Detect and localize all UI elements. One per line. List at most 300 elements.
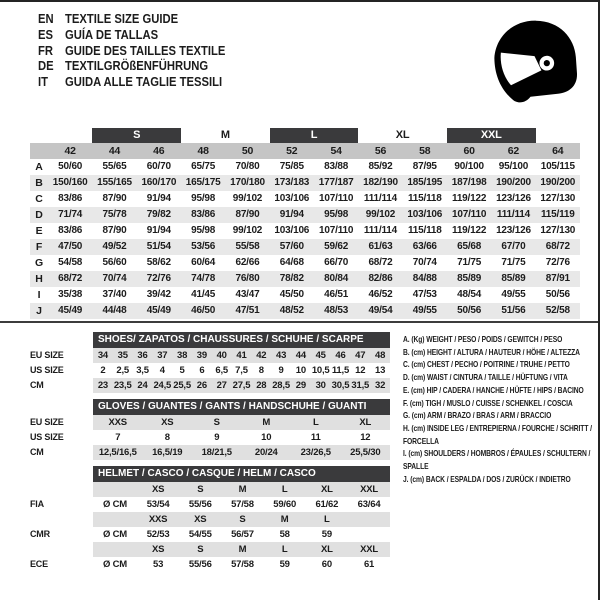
measure-value: 70/74	[412, 257, 437, 268]
shoe-cm-size: 26	[192, 378, 212, 393]
measure-value: 170/180	[230, 177, 265, 188]
helmet-size-table	[30, 466, 390, 572]
measure-value: 49/55	[412, 305, 437, 316]
shoe-eu-size: 39	[192, 348, 212, 363]
spacer	[30, 128, 92, 143]
measure-value: 99/102	[232, 193, 263, 204]
measure-value: 85/89	[501, 273, 526, 284]
measure-value: 107/110	[319, 193, 354, 204]
row-label: D	[35, 209, 43, 221]
helmet-fia-value: 57/58	[231, 499, 254, 510]
racing-helmet-icon	[486, 14, 584, 112]
helmet-fia-value: 61/62	[315, 499, 339, 510]
eu-size: 52	[286, 145, 298, 157]
row-label: H	[35, 273, 43, 285]
measure-value: 115/118	[407, 193, 442, 204]
row-label: A	[35, 161, 43, 173]
measure-value: 65/68	[457, 241, 482, 252]
shoe-us-size: 6	[199, 365, 205, 376]
glove-us-size: 9	[214, 432, 220, 443]
glove-cm-size: 23/26,5	[291, 445, 341, 460]
gloves-cm-row	[30, 445, 390, 460]
language-code: ES	[38, 27, 54, 42]
measure-value: 57/60	[279, 241, 304, 252]
measure-value: 87/95	[412, 161, 437, 172]
shoe-us-size: 2	[100, 365, 106, 376]
measure-value: 84/88	[412, 273, 437, 284]
measure-row-j	[30, 303, 580, 319]
helmet-ece-value: 60	[321, 559, 332, 570]
measure-row-h	[30, 271, 580, 287]
shoe-us-size: 4	[159, 365, 165, 376]
shoes-us-row	[30, 363, 390, 378]
language-row	[38, 59, 225, 75]
glove-cm-size: 12,5/16,5	[93, 445, 143, 460]
measure-value: 55/58	[235, 241, 260, 252]
measure-value: 177/187	[318, 177, 354, 188]
guide-title: GUIDA ALLE TAGLIE TESSILI	[65, 75, 223, 90]
measure-value: 165/175	[185, 177, 221, 188]
shoe-us-size: 5	[179, 365, 185, 376]
helmet-fia-value: 63/64	[357, 499, 381, 510]
shoe-eu-size: 42	[251, 348, 271, 363]
measure-value: 72/76	[146, 273, 171, 284]
measure-value: 127/130	[540, 193, 576, 204]
helmet-ece-value: 59	[279, 559, 290, 570]
row-label: F	[35, 241, 43, 253]
language-title-list	[38, 12, 225, 91]
legend-item: A. (Kg) WEIGHT / PESO / POIDS / GEWITCH / PESO	[403, 335, 563, 344]
measure-value: 91/94	[146, 225, 171, 236]
helmet-size-label: XS	[179, 512, 221, 527]
eu-size: 54	[330, 145, 342, 157]
row-label: US SIZE	[30, 432, 64, 442]
helmet-cmr-value: 58	[279, 529, 290, 540]
measure-value: 68/72	[545, 241, 570, 252]
helmet-size-label	[93, 482, 137, 497]
shoe-eu-size: 40	[212, 348, 232, 363]
glove-us-size: 11	[310, 432, 321, 443]
helmet-ece-row	[30, 557, 390, 572]
shoe-us-size: 9	[278, 365, 284, 376]
measure-row-c	[30, 191, 580, 207]
helmet-size-label: XL	[306, 542, 348, 557]
gloves-size-table	[30, 399, 390, 460]
shoe-us-size: 8	[258, 365, 264, 376]
measure-value: 123/126	[496, 193, 531, 204]
measure-value: 45/49	[146, 305, 171, 316]
legend-item: C. (cm) CHEST / PECHO / POITRINE / TRUHE / PETTO	[403, 360, 570, 370]
row-label: E	[35, 225, 43, 237]
shoes-header-row	[30, 332, 390, 348]
measure-value: 46/50	[191, 305, 216, 316]
shoe-cm-size: 24,5	[153, 380, 172, 391]
gloves-us-row	[30, 430, 390, 445]
gloves-eu-row	[30, 415, 390, 430]
eu-size: 42	[64, 145, 76, 157]
helmet-size-label: XXL	[348, 542, 390, 557]
measure-value: 119/122	[452, 193, 487, 204]
row-label: G	[35, 257, 43, 269]
measure-value: 48/52	[279, 305, 304, 316]
glove-cm-size: 25,5/30	[341, 445, 391, 460]
legend-item: I. (cm) SHOULDERS / HOMBROS / ÉPAULES / SCHULTERN / SPALLE	[403, 449, 591, 472]
measure-value: 71/75	[457, 257, 482, 268]
measure-value: 58/62	[146, 257, 171, 268]
shoe-cm-size: 23,5	[113, 380, 132, 391]
measure-value: 155/165	[97, 177, 132, 188]
helmet-size-label: M	[221, 482, 263, 497]
shoes-size-table	[30, 332, 390, 393]
shoe-us-size: 11,5	[331, 365, 350, 376]
textile-size-table	[30, 128, 580, 319]
glove-cm-size: 20/24	[242, 445, 292, 460]
measure-value: 190/200	[540, 177, 576, 188]
helmet-ece-value: 57/58	[231, 559, 254, 570]
helmet-size-label	[93, 512, 137, 527]
measure-row-d	[30, 207, 580, 223]
shoe-cm-size: 30,5	[331, 380, 350, 391]
helmet-size-label	[348, 512, 390, 527]
row-label: J	[36, 305, 42, 317]
helmet-fia-value: 53/54	[146, 499, 170, 510]
legend-item: J. (cm) BACK / ESPALDA / DOS / ZURÜCK / INDIETRO	[403, 474, 571, 484]
measure-value: 75/85	[279, 161, 304, 172]
glove-us-size: 12	[360, 432, 371, 443]
spacer	[30, 143, 48, 159]
measure-value: 85/89	[457, 273, 482, 284]
glove-us-size: 10	[261, 432, 272, 443]
measure-value: 71/74	[58, 209, 83, 220]
eu-size-header-row	[30, 143, 580, 159]
measure-value: 68/72	[368, 257, 393, 268]
size-group-xxl: XXL	[447, 128, 536, 143]
helmet-size-label: L	[264, 482, 306, 497]
shoe-eu-size: 35	[113, 348, 133, 363]
measure-row-i	[30, 287, 580, 303]
helmet-fia-value: 55/56	[188, 499, 212, 510]
measure-value: 51/56	[501, 305, 526, 316]
measure-row-f	[30, 239, 580, 255]
shoe-cm-size: 24	[133, 378, 153, 393]
language-row	[38, 44, 225, 60]
measure-value: 83/86	[191, 209, 216, 220]
shoe-eu-size: 36	[133, 348, 153, 363]
shoes-eu-row	[30, 348, 390, 363]
row-label: US SIZE	[30, 365, 64, 375]
glove-eu-size: XS	[143, 415, 193, 430]
gloves-header-row	[30, 399, 390, 415]
measure-value: 63/66	[412, 241, 437, 252]
measure-value: 49/55	[501, 289, 526, 300]
shoe-cm-size: 31,5	[351, 380, 370, 391]
helmet-ece-value: Ø CM	[102, 559, 127, 570]
measure-value: 123/126	[496, 225, 531, 236]
shoe-us-size: 10	[295, 365, 306, 376]
helmet-size-label: L	[306, 512, 348, 527]
measure-value: 47/53	[412, 289, 437, 300]
size-group-l: L	[270, 128, 359, 143]
measure-value: 107/110	[319, 225, 354, 236]
shoe-eu-size: 34	[93, 348, 113, 363]
measure-value: 48/54	[457, 289, 482, 300]
helmet-size-label: XL	[306, 482, 348, 497]
row-label: FIA	[30, 499, 44, 509]
helmet-size-label: XS	[137, 542, 179, 557]
glove-eu-size: XXS	[93, 415, 143, 430]
measure-value: 50/56	[457, 305, 482, 316]
helmet-size-label: S	[179, 482, 221, 497]
eu-size: 44	[108, 145, 121, 157]
helmet-size-label	[93, 542, 137, 557]
helmet-ece-value: 61	[363, 559, 375, 570]
measure-value: 95/98	[324, 209, 349, 220]
guide-title: GUÍA DE TALLAS	[65, 27, 159, 42]
measure-value: 103/106	[407, 209, 443, 220]
measure-value: 173/183	[274, 177, 310, 188]
shoe-eu-size: 38	[172, 348, 192, 363]
language-code: DE	[38, 59, 54, 74]
language-row	[38, 75, 225, 91]
measure-value: 67/70	[501, 241, 526, 252]
helmet-cmr-row	[30, 527, 390, 542]
shoe-us-size: 13	[375, 365, 386, 376]
shoe-cm-size: 32	[370, 378, 390, 393]
helmet-size-label: S	[179, 542, 221, 557]
row-label: EU SIZE	[30, 350, 64, 360]
measure-value: 95/98	[191, 193, 216, 204]
measure-value: 46/52	[368, 289, 393, 300]
measure-value: 82/86	[368, 273, 393, 284]
measure-value: 79/82	[146, 209, 171, 220]
measure-value: 87/91	[545, 273, 570, 284]
spacer	[536, 128, 580, 143]
measure-value: 47/51	[235, 305, 260, 316]
size-group-m: M	[220, 129, 230, 141]
shoe-cm-size: 30	[311, 378, 331, 393]
eu-size: 56	[374, 145, 387, 157]
measure-value: 66/70	[324, 257, 349, 268]
measure-value: 44/48	[102, 305, 127, 316]
measure-value: 45/50	[279, 289, 304, 300]
measure-value: 76/80	[235, 273, 260, 284]
measure-value: 111/114	[496, 209, 530, 220]
measure-value: 107/110	[452, 209, 487, 220]
section-divider	[0, 321, 600, 323]
measure-value: 39/42	[146, 289, 171, 300]
measure-value: 99/102	[365, 209, 396, 220]
shoe-cm-size: 29	[291, 378, 311, 393]
helmet-header-row	[30, 466, 390, 482]
measure-value: 65/75	[191, 161, 216, 172]
measure-value: 70/80	[235, 161, 260, 172]
eu-size: 62	[507, 145, 520, 157]
spacer	[30, 482, 93, 497]
spacer	[30, 399, 93, 415]
gloves-table-title: GLOVES / GUANTES / GANTS / HANDSCHUHE / GUANTI	[93, 399, 390, 415]
row-label: CM	[30, 380, 44, 390]
measure-value: 48/53	[324, 305, 349, 316]
measure-value: 91/94	[279, 209, 304, 220]
shoe-cm-size: 23	[93, 378, 113, 393]
eu-size: 48	[197, 145, 209, 157]
measure-value: 53/56	[191, 241, 216, 252]
shoe-us-size: 3,5	[136, 365, 149, 376]
guide-title: TEXTILE SIZE GUIDE	[65, 12, 179, 26]
measure-value: 71/75	[501, 257, 526, 268]
measure-value: 99/102	[232, 225, 263, 236]
shoe-cm-size: 27,5	[232, 380, 251, 391]
measure-row-a	[30, 159, 580, 175]
measure-value: 64/68	[279, 257, 304, 268]
shoe-eu-size: 41	[232, 348, 252, 363]
legend-item: H. (cm) INSIDE LEG / ENTREPIERNA / FOURCHE / SCHRITT / FORCELLA	[403, 423, 592, 446]
shoe-eu-size: 44	[291, 348, 311, 363]
helmet-sizes-ece-row	[30, 542, 390, 557]
row-label: B	[35, 177, 43, 189]
measure-value: 85/92	[368, 161, 393, 172]
measure-value: 160/170	[141, 177, 177, 188]
glove-eu-size: XL	[341, 415, 391, 430]
measure-value: 187/198	[451, 177, 487, 188]
shoe-eu-size: 46	[331, 348, 351, 363]
measure-value: 95/100	[498, 161, 529, 172]
helmet-cmr-value: 56/57	[231, 529, 254, 540]
measure-value: 54/58	[58, 257, 83, 268]
glove-eu-size: M	[242, 415, 292, 430]
shoes-cm-row	[30, 378, 390, 393]
measure-value: 35/38	[58, 289, 83, 300]
helmet-size-label: XXL	[348, 482, 390, 497]
row-label: CM	[30, 447, 44, 457]
legend-item: B. (cm) HEIGHT / ALTURA / HAUTEUR / HÖHE / ALTEZZA	[403, 347, 580, 357]
spacer	[30, 466, 93, 482]
shoe-eu-size: 47	[350, 348, 370, 363]
row-label: I	[37, 289, 41, 301]
measure-value: 119/122	[452, 225, 487, 236]
measure-value: 70/74	[102, 273, 127, 284]
eu-size: 46	[153, 145, 165, 157]
measure-value: 72/76	[545, 257, 570, 268]
glove-eu-size: S	[192, 415, 242, 430]
measure-value: 78/82	[279, 273, 304, 284]
measure-value: 60/70	[146, 161, 171, 172]
helmet-cmr-value: 59	[321, 529, 332, 540]
glove-us-size: 8	[164, 432, 170, 443]
measure-value: 51/54	[146, 241, 171, 252]
glove-cm-size: 18/21,5	[192, 445, 242, 460]
helmet-size-label: M	[221, 542, 263, 557]
glove-eu-size: L	[291, 415, 341, 430]
measure-value: 47/50	[58, 241, 83, 252]
measure-value: 62/66	[235, 257, 260, 268]
shoe-cm-size: 28,5	[272, 380, 290, 391]
shoe-us-size: 12	[355, 365, 366, 376]
helmet-sizes-cmr-row	[30, 512, 390, 527]
measure-value: 43/47	[235, 289, 260, 300]
helmet-size-label: XXS	[137, 512, 179, 527]
row-label: EU SIZE	[30, 417, 64, 427]
measure-value: 83/86	[58, 193, 83, 204]
shoe-us-size: 10,5	[311, 365, 330, 376]
legend-item: E. (cm) HIP / CADERA / HANCHE / HÜFTE / HIPS / BACINO	[403, 385, 584, 395]
measure-value: 59/62	[324, 241, 349, 252]
measure-value: 46/51	[324, 289, 349, 300]
helmet-cmr-value: Ø CM	[102, 529, 127, 540]
shoe-us-size: 2,5	[116, 365, 129, 376]
legend-item: F. (cm) TIGH / MUSLO / CUISSE / SCHENKEL / COSCIA	[403, 398, 573, 408]
eu-size: 58	[419, 145, 431, 157]
measure-value: 87/90	[102, 193, 127, 204]
measure-value: 105/115	[540, 161, 575, 172]
guide-title: GUIDE DES TAILLES TEXTILE	[65, 43, 226, 58]
measure-row-b	[30, 175, 580, 191]
measure-value: 45/49	[58, 305, 83, 316]
measure-value: 83/88	[324, 161, 349, 172]
shoe-cm-size: 27	[212, 378, 232, 393]
legend-item: G. (cm) ARM / BRAZO / BRAS / ARM / BRACCIO	[403, 411, 552, 421]
helmet-fia-row	[30, 497, 390, 512]
measure-value: 87/90	[102, 225, 127, 236]
size-group-row	[30, 128, 580, 143]
language-row	[38, 12, 225, 28]
measure-value: 68/72	[58, 273, 83, 284]
measure-value: 55/65	[102, 161, 127, 172]
helmet-fia-value: Ø CM	[102, 499, 127, 510]
measure-value: 91/94	[146, 193, 171, 204]
measure-value: 90/100	[454, 161, 484, 172]
measure-value: 37/40	[102, 289, 127, 300]
measure-value: 60/64	[191, 257, 216, 268]
helmet-cmr-value: 52/53	[146, 529, 170, 540]
language-row	[38, 28, 225, 44]
shoe-eu-size: 43	[271, 348, 291, 363]
helmet-size-label: M	[264, 512, 306, 527]
eu-size: 60	[463, 145, 475, 157]
measure-row-g	[30, 255, 580, 271]
measure-value: 49/54	[368, 305, 393, 316]
spacer	[30, 512, 93, 527]
helmet-size-label: S	[221, 512, 263, 527]
measure-value: 127/130	[540, 225, 576, 236]
measure-value: 115/118	[407, 225, 442, 236]
size-group-xl: XL	[395, 129, 410, 141]
measure-value: 103/106	[274, 225, 310, 236]
measure-value: 75/78	[102, 209, 127, 220]
helmet-table-title: HELMET / CASCO / CASQUE / HELM / CASCO	[93, 466, 390, 482]
measure-value: 87/90	[235, 209, 260, 220]
measure-value: 190/200	[496, 177, 531, 188]
shoes-table-title: SHOES/ ZAPATOS / CHAUSSURES / SCHUHE / SCARPE	[93, 332, 390, 348]
row-label: CMR	[30, 529, 50, 539]
shoe-us-size: 7,5	[235, 365, 248, 376]
measure-value: 50/60	[58, 161, 83, 172]
measure-value: 150/160	[52, 177, 88, 188]
measure-value: 41/45	[191, 289, 216, 300]
measure-value: 74/78	[191, 273, 216, 284]
spacer	[30, 332, 93, 348]
eu-size: 64	[552, 145, 564, 157]
measure-value: 83/86	[58, 225, 83, 236]
measure-value: 56/60	[102, 257, 127, 268]
language-code: EN	[38, 12, 54, 26]
language-code: IT	[38, 75, 48, 90]
spacer	[30, 542, 93, 557]
row-label: C	[35, 193, 43, 205]
measure-value: 115/119	[540, 209, 575, 220]
measure-value: 52/58	[545, 305, 570, 316]
measure-value: 49/52	[102, 241, 127, 252]
